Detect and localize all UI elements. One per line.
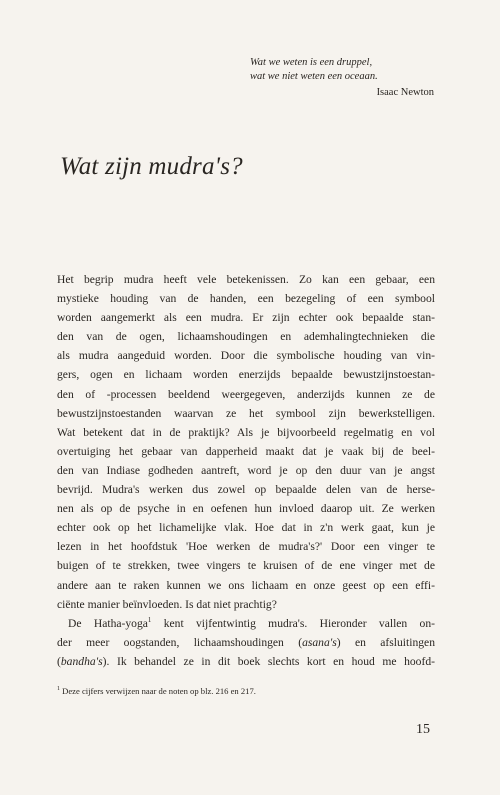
body-line: ciënte manier beïnvloeden. Is dat niet prachtig? [57, 597, 277, 611]
body-line: overtuiging het gebaar van dapperheid maakt dat je vaak bij de beel- [57, 444, 435, 458]
body-line-p2-3 [57, 652, 435, 671]
body-line: mystieke houding van de handen, een bezegeling of een symbool [57, 292, 435, 306]
body-text [57, 270, 435, 671]
body-line: Het begrip mudra heeft vele betekenissen. Zo kan een gebaar, een [57, 273, 435, 286]
body-line: Wat betekent dat in de praktijk? Als je bijvoorbeeld regelmatig en vol [57, 425, 435, 439]
body-line-p2-1 [57, 614, 435, 633]
footnote [57, 685, 256, 697]
footnote-reference: 1 [147, 615, 152, 624]
body-line: echter ook op het lichamelijke vlak. Hoe dat in z'n werk gaat, kun je [57, 521, 435, 535]
body-line: nen als op de psyche in en oefenen hun invloed daarop uit. Ze werken [57, 502, 435, 516]
body-line: den van Indiase godheden aantreft, word je op den duur van je angst [57, 463, 435, 477]
body-line: als mudra aangeduid worden. Door die symbolische houding van vin- [57, 349, 435, 363]
chapter-title: Wat zijn mudra's? [60, 153, 243, 180]
body-line-p2-2 [57, 633, 435, 652]
body-line: worden aangemerkt als een mudra. Er zijn echter ook bepaalde stan- [57, 311, 435, 325]
text-span: kent vijfentwintig mudra's. Hieronder vallen on- [151, 616, 435, 630]
body-line: bewustzijnstoestanden waarvan ze het symbool zijn bewerkstelligen. [57, 406, 435, 420]
text-span: ( [57, 654, 61, 668]
body-line: gers, ogen en lichaam worden enerzijds bepaalde bewustzijnstoestan- [57, 368, 435, 382]
italic-term: bandha's [60, 654, 103, 668]
epigraph [244, 56, 434, 100]
body-line: den of -processen beeldend weergegeven, anderzijds kunnen ze de [57, 387, 435, 401]
footnote-text: Deze cijfers verwijzen naar de noten op blz. 216 en 217. [60, 686, 256, 696]
body-line: lezen in het hoofdstuk 'Hoe werken de mudra's?' Door een vinger te [57, 540, 435, 554]
text-span: der meer oogstanden, lichaamshoudingen ( [57, 635, 303, 649]
page-number: 15 [416, 722, 430, 737]
body-line: bevrijd. Mudra's werken dus zowel op bepaalde delen van de hersе- [57, 483, 435, 497]
epigraph-author: Isaac Newton [376, 87, 434, 98]
text-span: De Hatha-yoga [68, 616, 148, 630]
body-line: den van de ogen, lichaamshoudingen en ademhalingtechnieken die [57, 330, 435, 344]
text-span: ). Ik behandel ze in dit boek slechts kort en houd me hoofd- [102, 654, 435, 668]
text-span: ) en afsluitingen [336, 635, 435, 649]
italic-term: asana's [302, 635, 337, 649]
body-line: andere aan te raken kunnen we ons lichaam en onze geest op een effi- [57, 578, 435, 592]
body-line: buigen of te strekken, twee vingers te kruisen of de ene vinger met de [57, 559, 435, 573]
epigraph-line-2: wat we niet weten een oceaan. [250, 71, 378, 82]
footnote-marker: 1 [57, 686, 60, 693]
epigraph-line-1: Wat we weten is een druppel, [250, 57, 373, 68]
